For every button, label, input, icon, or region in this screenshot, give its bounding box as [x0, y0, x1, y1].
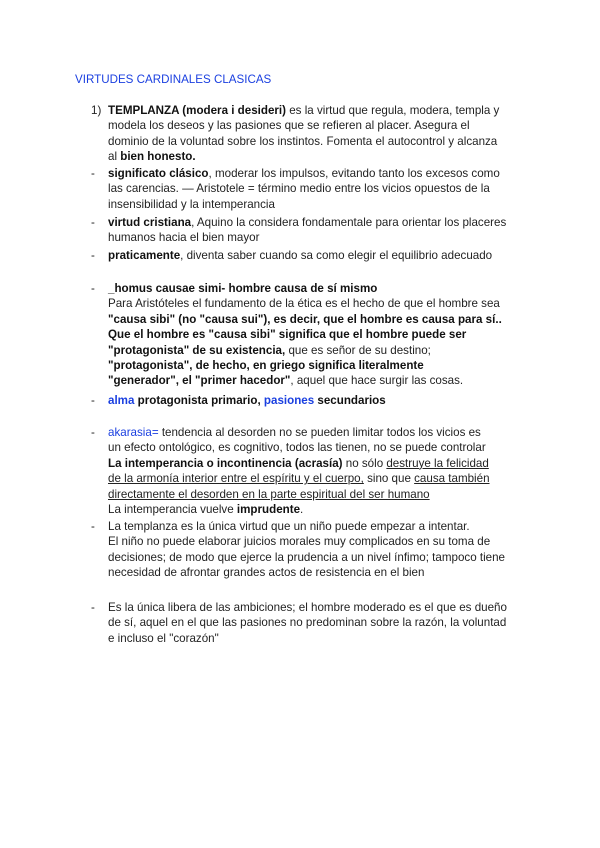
bullet-dash: -: [91, 216, 95, 229]
bold-term: La intemperancia o incontinencia (acrasía): [108, 456, 343, 470]
bold-line: Que el hombre es "causa sibi" significa que el hombre puede ser: [108, 328, 467, 342]
bold-term: "generador", el "primer hacedor": [108, 374, 291, 388]
text-line: las carencias. — Aristotele = término medio entre los vicios opuestos de la: [108, 182, 490, 196]
text-line: Para Aristóteles el fundamento de la ética es el hecho de que el hombre sea: [108, 297, 500, 311]
text-line: [108, 456, 536, 471]
list-item-templanza: [91, 103, 536, 165]
text-line: [108, 471, 536, 486]
text-span: tendencia al desorden no se pueden limitar todos los vicios es: [158, 426, 481, 439]
list-item-nino: [91, 519, 536, 581]
blue-term: pasiones: [263, 394, 315, 407]
text-span: no sólo: [342, 456, 387, 470]
list-item-homus-causae: [91, 281, 536, 389]
list-item-praticamente: [91, 248, 536, 263]
text-line: [108, 248, 536, 263]
text-line: [108, 373, 536, 388]
text-span: , Aquino la considera fondamentale para orientar los placeres: [191, 216, 507, 229]
underlined-line: directamente el desorden en la parte espiritual del ser humano: [108, 487, 430, 501]
bold-term: "protagonista" de su existencia,: [108, 343, 286, 357]
bullet-dash: -: [91, 601, 95, 614]
text-line: modela los deseos y las pasiones que se refieren al placer. Asegura el: [108, 119, 470, 133]
text-span: , moderar los impulsos, evitando tanto los excesos como: [208, 167, 500, 180]
text-line: humanos hacia el bien mayor: [108, 231, 260, 245]
bullet-dash: -: [91, 520, 95, 533]
bullet-dash: -: [91, 394, 95, 407]
bold-term: imprudente: [236, 503, 301, 517]
bold-heading: _homus causae simi- hombre causa de sí mismo: [108, 282, 378, 295]
document-title: VIRTUDES CARDINALES CLASICAS: [75, 73, 272, 86]
text-line: [108, 502, 536, 517]
bold-line: "causa sibi" (no "causa sui"), es decir, que el hombre es causa para sí..: [108, 312, 502, 326]
text-line: dominio de la voluntad sobre los instintos. Fomenta el autocontrol y alcanza: [108, 134, 498, 148]
text-line: La templanza es la única virtud que un niño puede empezar a intentar.: [108, 520, 470, 533]
text-line: [108, 393, 536, 408]
bold-term: significato clásico: [108, 167, 209, 180]
text-span: .: [300, 503, 304, 517]
text-span: es la virtud que regula, modera, templa y: [286, 104, 500, 117]
text-line: [108, 103, 536, 118]
text-span: La intemperancia vuelve: [108, 503, 237, 517]
bold-term: praticamente: [108, 249, 181, 262]
text-line: un efecto ontológico, es cognitivo, todos las tienen, no se puede controlar: [108, 441, 486, 455]
bullet-dash: -: [91, 282, 95, 295]
text-line: [108, 343, 536, 358]
text-span: , diventa saber cuando sa como elegir el equilibrio adecuado: [180, 249, 493, 262]
blue-term: alma: [108, 394, 135, 407]
text-span: que es señor de su destino;: [285, 343, 431, 357]
bold-term: protagonista primario,: [134, 394, 264, 407]
list-number: 1): [91, 104, 102, 117]
list-item-ambiciones: [91, 600, 536, 646]
text-line: decisiones; de modo que ejerce la prudencia a un nivel ínfimo; tampoco tiene: [108, 550, 506, 564]
text-line: [108, 425, 536, 440]
text-line: necesidad de afrontar grandes actos de resistencia en el bien: [108, 566, 425, 580]
list-item-alma: [91, 393, 536, 408]
text-line: de sí, aquel en el que las pasiones no predominan sobre la razón, la voluntad: [108, 616, 507, 630]
text-line: insensibilidad y la intemperancia: [108, 197, 275, 211]
bold-line: "protagonista", de hecho, en griego significa literalmente: [108, 359, 424, 373]
bold-term: bien honesto.: [120, 150, 196, 164]
text-line: El niño no puede elaborar juicios morales muy complicados en su toma de: [108, 535, 491, 549]
text-line: [108, 166, 536, 181]
text-line: e incluso el "corazón": [108, 631, 219, 645]
underlined-text: causa también: [414, 472, 490, 486]
text-line: [108, 149, 536, 164]
bullet-dash: -: [91, 167, 95, 180]
text-line: [108, 215, 536, 230]
bold-term: secundarios: [314, 394, 386, 407]
text-span: , aquel que hace surgir las cosas.: [290, 374, 464, 388]
text-span: al: [108, 150, 121, 164]
list-item-akarasia: [91, 425, 536, 517]
bold-term: virtud cristiana: [108, 216, 192, 229]
bullet-dash: -: [91, 249, 95, 262]
text-line: Es la única libera de las ambiciones; el hombre moderado es el que es dueño: [108, 601, 507, 614]
bold-term: TEMPLANZA (modera i desideri): [108, 104, 287, 117]
list-item-significato: [91, 166, 536, 212]
bullet-dash: -: [91, 426, 95, 439]
text-span: sino que: [363, 472, 415, 486]
blue-term: akarasia=: [108, 426, 159, 439]
underlined-text: destruye la felicidad: [386, 456, 489, 470]
underlined-text: de la armonía interior entre el espíritu y el cuerpo,: [108, 472, 364, 486]
list-item-virtud-cristiana: [91, 215, 536, 246]
